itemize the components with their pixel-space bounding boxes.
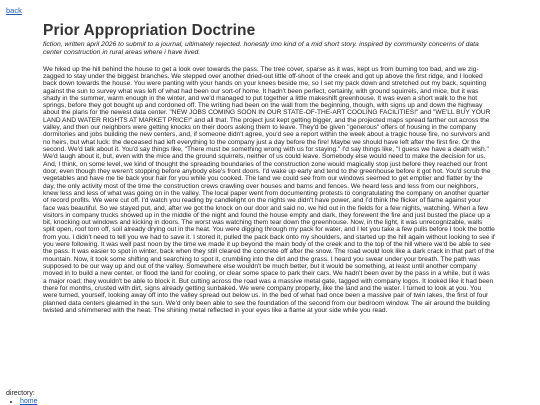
directory-label: directory: xyxy=(6,390,35,397)
article-body: We hiked up the hill behind the house to get a look over towards the pass. The tree cover, sparse as it was, kept us from burning too bad, and we zig-zagged to stay under the biggest branches. We stepped over another dried-out little off-shoot of the creek and got up above the first ridge, and I looked back down towards the house. You were panting with your hands on your knees beside me, so I set my pack down and stretched out my back, squinting against the sun to survey what was left of what had been our sort-of home. It hadn't been perfect, certainly, with ground squirrels, and mice, but it was shady in the summer, warm enough in the winter, and we'd managed to put together a little makeshift greenhouse. It was even a short walk to the hot springs, before they got bought up and cordoned off. The writing had been on the wall from the beginning, though, with signs up and down the highway about the plans for the newest data center. "NEW JOBS COMING SOON IN OUR STATE-OF-THE-ART COOLING FACILITIES!" and "WE'LL BUY YOUR LAND AND WATER RIGHTS AT MARKET PRICE!" and all that. The project just kept getting bigger, and the projected maps spread farther out across the valley, and then our neighbors were getting knocks on their doors asking them to leave. They'd be given "generous" offers of housing in the company dormitories and jobs building the new centers, and, if someone didn't agree, you'd see a report within the week about a tragic house fire, no survivors and no heirs, but what luck: the deceased had left everything to the company just a day before the fire! Maybe we should have left after the first fire. Or the second. We'd talk about it. You'd say things like, "There must be something wrong with us for staying." I'd say things like, "I guess we have a death wish." We'd laugh about it, but, even with the mice and the ground squirrels, neither of us could leave. Somebody else would need to make the decision for us. And, I think, on some level, we kind of thought the spreading boundaries of the construction zone would magically stop just before they reached our front door, even though they weren't stopping before anybody else's front doors. I'd wake up early and tend to the greenhouse before it got hot. You'd scrub the vegetables and have me tie back your hair for you while you cooked. The land we could see from our windows seemed to get emptier and flatter by the day, the only activity most of the time the construction crews crawling over houses and barns and fences. We heard less and less from our neighbors, knew less and less of what was going on in the valley. The local paper went from documenting protests to congratulating the company on another quarter of record profits. We were cut off. I'd watch you reading by candlelight on the nights we didn't have power, and I'd think the flicker of flame against your face was beautiful. So we stayed put, and, after we got the knock on our door and said no, we hid out in the fields for a few nights, watching. When a few visitors in company trucks showed up in the middle of the night and found the house empty and dark, they forewent the fire and just busted the place up a bit, knocking out windows and kicking in doors. The worst was watching them tear down the greenhouse. Now, in the light, it was unrecognizable, walls split open, roof torn off, soil already drying out in the heat. You were digging through my pack for water, and I let you take a few pulls before I took the bottle from you. I didn't need to tell you we had to save it. I stored it, pulled the pack back onto my shoulders, and started up the hill again without looking to see if you were following. It was well past noon by the time we made it up beyond the main body of the creek and to the top of the hill where we'd be able to see the pass. It was easier to spot in winter, back when they still cleared the concrete off after the snow. The road would look like a dark crack in that part of the mountain. Now, it took some shifting and searching to spot it, crumbling into the dirt and the grass. I heard you swear under your breath. The path was supposed to be our way up and out of the valley. Somewhere else wouldn't be much better, but it would be something, at least until another company moved in to build a new center, or flood the land for cooling, or clear some space to park their cars. We hadn't been over by the pass in a while, but it was a major road; they wouldn't be able to block it. But cutting across the road was a massive metal gate, tagged with company logos. It looked like it had been there for months, crusted with dirt, signs already getting sunbaked. We were company property, like the land and the water. I turned to look at you. You were turned, yourself, looking away off into the valley spread out below us. In the bed of what had once been a massive pair of twin lakes, the first of four planned data centers gleamed in the sun. We'd only been able to see the foundation of the second from our bedroom window. The air around the building twisted and shimmered with the heat. The shining metal reflected in your eyes like a flame at your side while you read. xyxy=(43,65,495,314)
home-link[interactable]: home xyxy=(20,398,38,405)
directory-item xyxy=(20,398,38,405)
article xyxy=(43,22,495,314)
back-link[interactable]: back xyxy=(6,6,22,15)
directory-footer xyxy=(6,390,38,405)
directory-list xyxy=(6,398,38,405)
article-subtitle: fiction, written april 2026 to submit to a journal, ultimately rejected. honestly imo kind of a mid short story. inspired by community concerns of data center construction in rural areas where i have lived. xyxy=(43,41,479,56)
page-title: Prior Appropriation Doctrine xyxy=(43,22,256,39)
